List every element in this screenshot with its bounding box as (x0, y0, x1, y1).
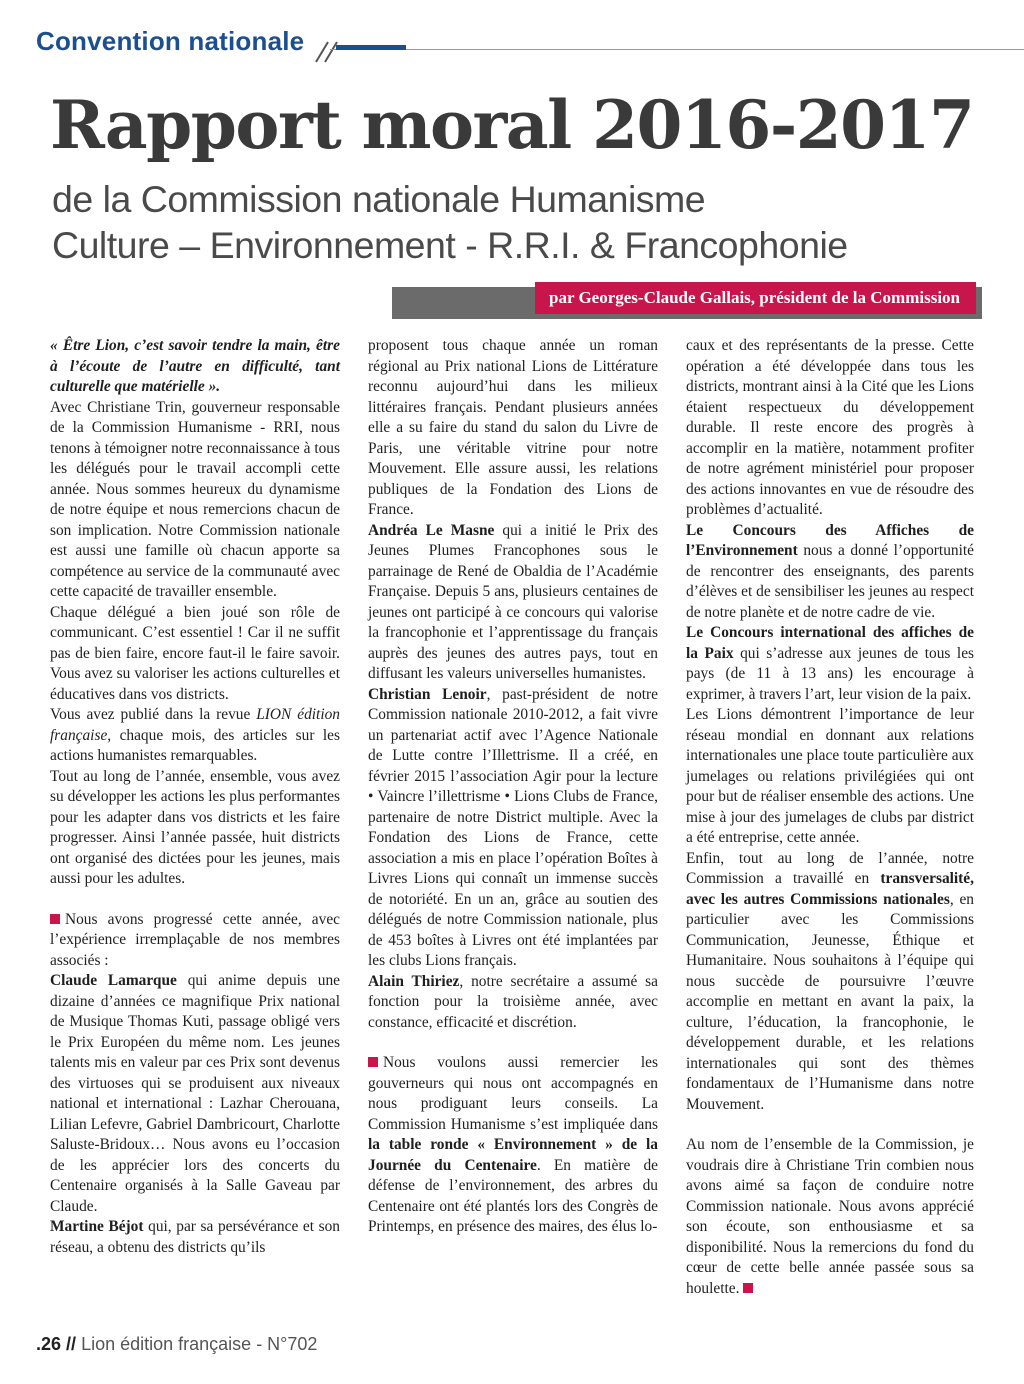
double-slash-icon (312, 40, 348, 64)
paragraph: Tout au long de l’année, ensemble, vous avez su développer les actions les plus performantes pour les adapter dans vos districts et les faire progresser. Ainsi l’année passée, huit districts ont organisé des dictées pour les jeunes, mais aussi pour les adultes. (50, 767, 340, 887)
paragraph: Le Concours des Affiches de l’Environnement nous a donné l’opportunité de rencontrer des enseignants, des parents d’élèves et de sensibiliser les jeunes au respect de notre planète et de notre cadre de vie. (686, 521, 974, 621)
paragraph: Chaque délégué a bien joué son rôle de communicant. C’est essentiel ! Car il ne suffit pas de bien faire, encore faut-il le faire savoir. Vous avez su valoriser les actions culturelles et éducatives dans vos districts. (50, 603, 340, 703)
bullet-square-icon (368, 1057, 378, 1067)
author-byline: par Georges-Claude Gallais, président de la Commission (535, 282, 976, 314)
paragraph: proposent tous chaque année un roman régional au Prix national Lions de Littérature reconnu aujourd’hui dans les milieux littéraires français. Pendant plusieurs années elle a su faire du stand du salon du Livre de Paris, une véritable vitrine pour notre Mouvement. Elle assure aussi, les relations publiques de la Fondation des Lions de France. (368, 337, 658, 518)
paragraph: Alain Thiriez, notre secrétaire a assumé sa fonction pour la troisième année, avec constance, efficacité et discrétion. (368, 972, 658, 1031)
bullet-square-icon (50, 914, 60, 924)
paragraph: Nous avons progressé cette année, avec l’expérience irremplaçable de nos membres associés : (50, 910, 340, 969)
column-3 (686, 336, 974, 1299)
paragraph: Les Lions démontrent l’importance de leur réseau mondial en donnant aux relations internationales une place toute particulière aux jumelages ou relations privilégiées qui ont pour but de réaliser ensemble des actions. Une mise à jour des jumelages de clubs par district a été entreprise, cette année. (686, 706, 974, 846)
page-title: Rapport moral 2016-2017 (50, 86, 974, 164)
column-1 (50, 336, 340, 1258)
paragraph: Andréa Le Masne qui a initié le Prix des Jeunes Plumes Francophones sous le parrainage de René de Obaldia de l’Académie Française. Depuis 5 ans, plusieurs centaines de jeunes ont participé à ce concours qui valorise la francophonie et l’apprentissage du français auprès des jeunes des autres pays, tout en diffusant les valeurs universelles humanistes. (368, 521, 658, 682)
paragraph: Martine Béjot qui, par sa persévérance et son réseau, a obtenu des districts qu’ils (50, 1218, 340, 1256)
closing-paragraph: Au nom de l’ensemble de la Commission, je voudrais dire à Christiane Trin combien nous avons aimé sa façon de conduire notre Commission nationale. Nous avons apprécié son écoute, son enthousiasme et sa disponibilité. Nous la remercions du fond du cœur de cette belle année passée sous sa houlette. (686, 1136, 974, 1297)
paragraph: Nous voulons aussi remercier les gouverneurs qui nous ont accompagnés en nous prodiguant leurs conseils. La Commission Humanisme s’est impliquée dans la table ronde « Environnement » de la Journée du Centenaire. En matière de défense de l’environnement, des arbres du Centenaire ont été plantés lors des Congrès de Printemps, en présence des maires, des élus lo- (368, 1054, 658, 1235)
magazine-name: Lion édition française - N°702 (81, 1334, 318, 1354)
paragraph: Le Concours international des affiches de la Paix qui s’adresse aux jeunes de tous les pays (de 11 à 13 ans) les encourage à exprimer, à travers l’art, leur vision de la paix. (686, 624, 975, 703)
column-2 (368, 336, 658, 1238)
paragraph: Claude Lamarque qui anime depuis une dizaine d’années ce magnifique Prix national de Musique Thomas Kuti, passage obligé vers le Prix Européen du même nom. Les jeunes talents mis en valeur par ces Prix sont devenus des virtuoses qui se produisent aux niveaux national et international : Lazhar Cherouana, Lilian Lefevre, Gabriel Dambricourt, Charlotte Saluste-Bridoux… Nous avons eu l’occasion de les apprécier lors des concerts du Centenaire organisés à la Salle Gaveau par Claude. (50, 972, 340, 1215)
subtitle-line-2: Culture – Environnement - R.R.I. & Francophonie (52, 224, 848, 266)
page-footer (36, 1334, 317, 1355)
paragraph: Avec Christiane Trin, gouverneur responsable de la Commission Humanisme - RRI, nous tenons à témoigner notre reconnaissance à tous les délégués pour le travail accompli cette année. Nous sommes heureux du dynamisme de notre équipe et nous remercions chacun de son implication. Notre Commission nationale est aussi une famille où chacun apporte sa compétence au service de la communauté avec cette capacité de travailler ensemble. (50, 398, 340, 600)
end-square-icon (743, 1283, 753, 1293)
paragraph: Christian Lenoir, past-président de notre Commission nationale 2010-2012, a fait vivre un partenariat actif avec l’Agence Nationale de Lutte contre l’Illettrisme. Il a créé, en février 2015 l’association Agir pour la lecture • Vaincre l’illettrisme • Lions Clubs de France, partenaire de notre District multiple. Avec la Fondation des Lions de France, cette association a mis en place l’opération Boîtes à Livres Lions qui connaît un immense succès de notoriété. En un an, grâce au soutien des délégués de notre Commission nationale, plus de 453 boîtes à Livres ont été implantées par les clubs Lions français. (368, 685, 659, 969)
page-number: .26 (36, 1334, 62, 1354)
paragraph: Enfin, tout au long de l’année, notre Commission a travaillé en transversalité, avec les autres Commissions nationales, en particulier avec les Commissions Communication, Jeunesse, Éthique et Humanitaire. Nous souhaitons à l’équipe qui nous succède de poursuivre l’œuvre accomplie en mettant en avant la paix, la culture, l’éducation, la francophonie, le développement durable, et les relations internationales qui sont des thèmes fondamentaux de l’Humanisme dans notre Mouvement. (686, 849, 974, 1113)
paragraph: caux et des représentants de la presse. Cette opération a été développée dans tous les districts, montrant ainsi à la Cité que les Lions étaient respectueux du développement durable. Il reste encore des progrès à accomplir en la matière, notamment profiter de notre agrément ministériel pour proposer des actions innovantes en vue de résoudre des problèmes d’actualité. (686, 337, 974, 518)
page-subtitle (52, 176, 848, 268)
subtitle-line-1: de la Commission nationale Humanisme (52, 178, 706, 220)
section-label: Convention nationale (36, 26, 305, 56)
header-rule (330, 49, 1024, 50)
paragraph: Vous avez publié dans la revue LION édition française, chaque mois, des articles sur les actions humanistes remarquables. (50, 706, 340, 764)
footer-separator: // (66, 1334, 77, 1354)
header-rule-accent (336, 45, 406, 50)
opening-quote: « Être Lion, c’est savoir tendre la main, être à l’écoute de l’autre en difficulté, tant culturelle que matérielle ». (50, 337, 340, 395)
